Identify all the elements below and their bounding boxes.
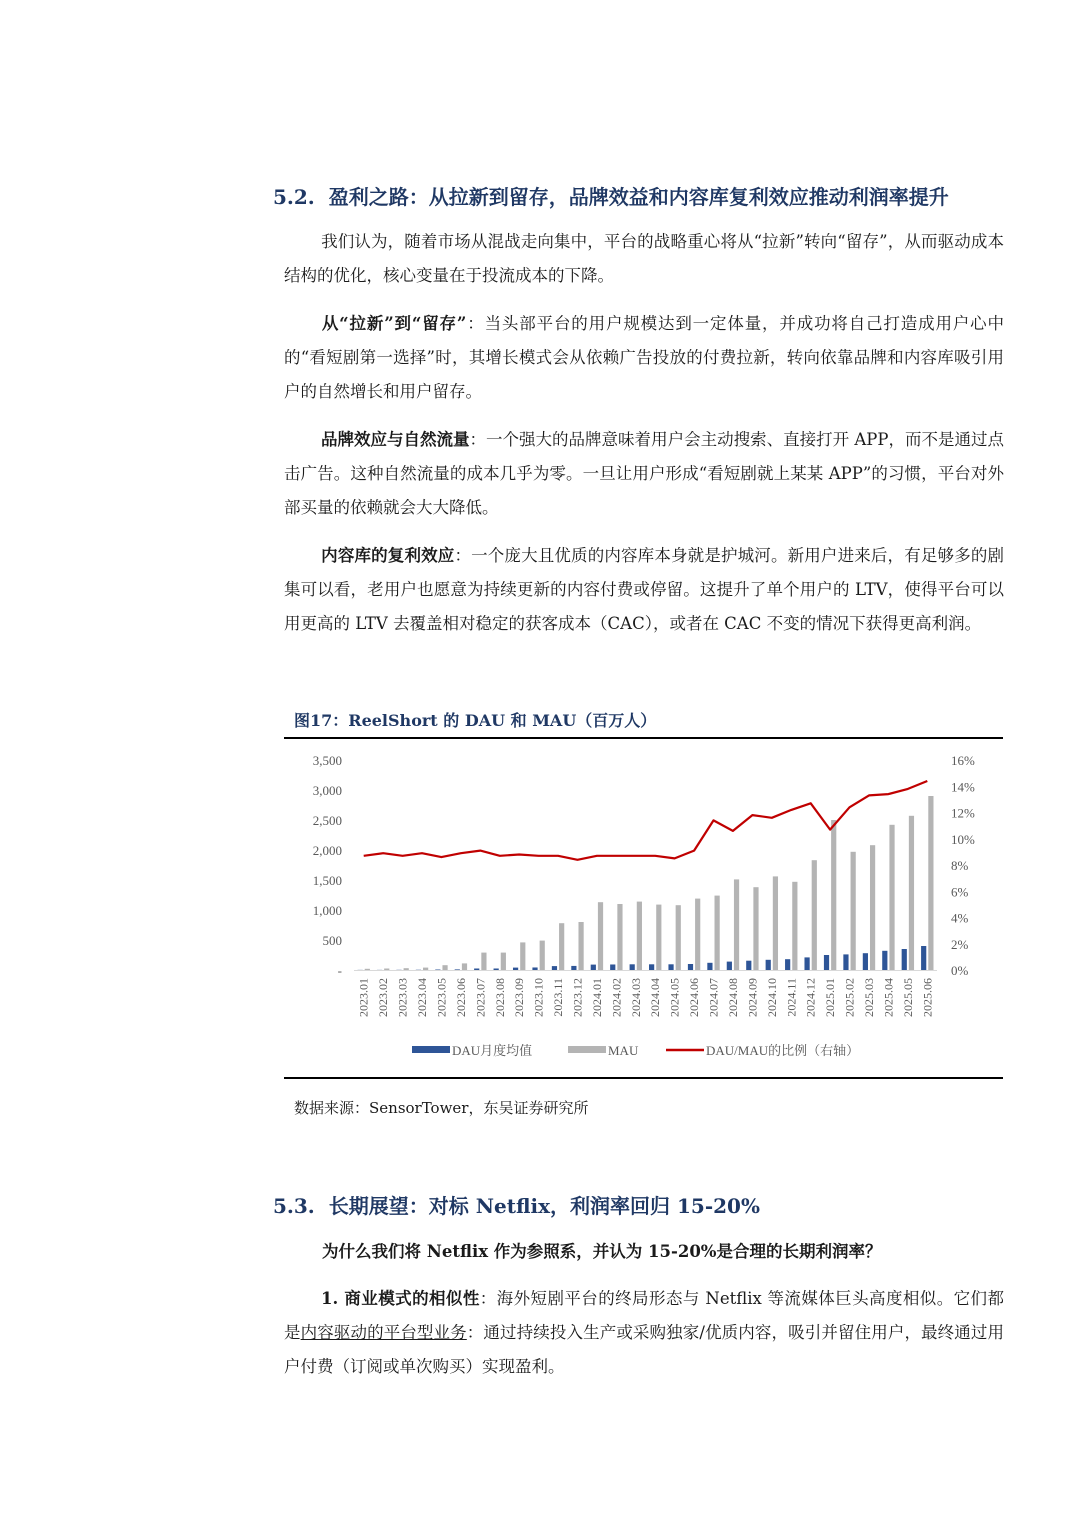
- dau-bar: [843, 954, 848, 970]
- dau-bar: [532, 967, 537, 970]
- mau-bar: [656, 905, 661, 970]
- section-number: 5.2.: [273, 185, 315, 209]
- dau-bar: [610, 964, 615, 970]
- mau-bar: [384, 969, 389, 971]
- mau-bar: [792, 882, 797, 970]
- x-tick-label: 2024.08: [725, 978, 740, 1017]
- section-title: 盈利之路：从拉新到留存，品牌效益和内容库复利效应推动利润率提升: [328, 185, 949, 209]
- intro-paragraph: [284, 225, 1004, 293]
- mau-bar: [812, 860, 817, 970]
- section-title: 长期展望：对标 Netflix，利润率回归 15-20%: [328, 1194, 760, 1218]
- dau-bar: [571, 966, 576, 970]
- y-left-tick-label: 2,500: [312, 813, 342, 828]
- point-heading: 内容库的复利效应: [321, 546, 455, 565]
- x-tick-label: 2023.11: [551, 978, 566, 1017]
- x-tick-label: 2023.06: [453, 978, 468, 1017]
- x-tick-label: 2024.03: [628, 978, 643, 1017]
- mau-bar: [831, 820, 836, 970]
- mau-bar: [617, 904, 622, 970]
- dau-bar: [824, 955, 829, 970]
- point-text: ：一个庞大且优质的内容库本身就是护城河。新用户进来后，有足够多的剧集可以看，老用户也愿意为持续更新的内容付费或停留。这提升了单个用户的 LTV，使得平台可以用更高的 LTV 去覆盖相对稳定的获客成本（CAC），或者在 CAC 不变的情况下获得更高利润。: [284, 546, 1005, 633]
- x-tick-label: 2024.12: [803, 978, 818, 1017]
- point-paragraph-business-model: [284, 1282, 1004, 1384]
- x-tick-label: 2023.01: [356, 978, 371, 1017]
- x-tick-label: 2023.12: [570, 978, 585, 1017]
- y-right-tick-label: 6%: [951, 884, 969, 900]
- point-paragraph-retention: [284, 307, 1004, 409]
- x-tick-label: 2023.10: [531, 978, 546, 1017]
- legend-label-dau: DAU月度均值: [452, 1043, 533, 1058]
- point-paragraph-content-library: [284, 539, 1004, 641]
- mau-bar: [753, 887, 758, 970]
- dau-bar: [727, 962, 732, 970]
- dau-bar: [649, 964, 654, 970]
- dau-bar: [882, 951, 887, 970]
- mau-bar: [734, 879, 739, 970]
- legend-swatch-dau: [412, 1046, 450, 1053]
- x-tick-label: 2023.02: [376, 978, 391, 1017]
- dau-bar: [494, 969, 499, 971]
- intro-text: 我们认为，随着市场从混战走向集中，平台的战略重心将从“拉新”转向“留存”，从而驱动成本结构的优化，核心变量在于投流成本的下降。: [284, 232, 1004, 285]
- point-heading: 1. 商业模式的相似性: [321, 1289, 480, 1308]
- dau-bar: [804, 957, 809, 970]
- x-tick-label: 2023.07: [473, 978, 488, 1017]
- dau-bar: [668, 964, 673, 970]
- dau-bar: [552, 966, 557, 970]
- x-tick-label: 2025.02: [842, 978, 857, 1017]
- x-tick-label: 2024.11: [784, 978, 799, 1017]
- dau-bar: [766, 960, 771, 970]
- dau-bar: [455, 969, 460, 970]
- dau-bar: [921, 946, 926, 970]
- figure-source: 数据来源：SensorTower，东吴证券研究所: [294, 1099, 589, 1117]
- mau-bar: [481, 953, 486, 970]
- y-left-tick-label: 1,000: [312, 903, 342, 918]
- dau-bar: [746, 961, 751, 970]
- mau-bar: [520, 942, 525, 970]
- mau-bar: [598, 902, 603, 970]
- mau-bar: [578, 922, 583, 970]
- x-tick-label: 2024.10: [764, 978, 779, 1017]
- section-heading-5-2: [273, 181, 949, 210]
- y-right-tick-label: 12%: [951, 805, 975, 821]
- y-right-tick-label: 4%: [951, 910, 969, 926]
- figure-bottom-rule: [284, 1077, 1003, 1079]
- x-tick-label: 2023.04: [415, 978, 429, 1017]
- point-heading: 从“拉新”到“留存”: [321, 314, 467, 333]
- figure-top-rule: [284, 737, 1003, 739]
- x-tick-label: 2024.05: [667, 978, 682, 1017]
- mau-bar: [442, 965, 447, 970]
- mau-bar: [462, 963, 467, 970]
- y-right-tick-label: 14%: [951, 779, 975, 795]
- dau-mau-chart: [284, 740, 1003, 1076]
- dau-bar: [863, 953, 868, 970]
- underlined-phrase: 内容驱动的平台型业务: [300, 1323, 467, 1342]
- x-tick-label: 2025.01: [823, 978, 838, 1017]
- point-text: ：通过持续投入生产或采购独家/优质内容，吸引并留住用户，最终通过用户付费（订阅或单次购买）实现盈利。: [284, 1323, 1005, 1376]
- mau-bar: [559, 923, 564, 970]
- figure-title: 图17：ReelShort 的 DAU 和 MAU（百万人）: [294, 711, 657, 730]
- x-tick-label: 2024.04: [648, 978, 663, 1017]
- mau-bar: [676, 905, 681, 970]
- y-left-tick-label: -: [337, 963, 342, 978]
- section-number: 5.3.: [273, 1194, 315, 1218]
- y-right-tick-label: 8%: [951, 858, 969, 873]
- legend-label-mau: MAU: [608, 1043, 639, 1058]
- x-tick-label: 2025.03: [862, 978, 876, 1017]
- mau-bar: [870, 845, 875, 970]
- mau-bar: [404, 968, 409, 970]
- section-heading-5-3: [273, 1190, 760, 1219]
- y-left-tick-label: 3,500: [312, 753, 342, 768]
- mau-bar: [365, 969, 370, 970]
- dau-bar: [902, 949, 907, 970]
- x-tick-label: 2024.07: [706, 978, 721, 1017]
- mau-bar: [851, 852, 856, 970]
- y-right-tick-label: 16%: [951, 753, 975, 768]
- y-left-tick-label: 500: [322, 933, 342, 948]
- dau-bar: [707, 963, 712, 970]
- mau-bar: [715, 896, 720, 970]
- mau-bar: [928, 796, 933, 970]
- dau-bar: [474, 969, 479, 971]
- y-left-tick-label: 3,000: [312, 783, 342, 798]
- dau-bar: [591, 965, 596, 970]
- dau-bar: [785, 959, 790, 970]
- legend-label-ratio: DAU/MAU的比例（右轴）: [706, 1043, 860, 1058]
- x-tick-label: 2023.09: [512, 978, 527, 1017]
- dau-bar: [513, 968, 518, 970]
- point-heading: 品牌效应与自然流量: [321, 430, 470, 449]
- mau-bar: [637, 902, 642, 970]
- mau-bar: [889, 825, 894, 970]
- x-tick-label: 2024.09: [745, 978, 760, 1017]
- y-left-tick-label: 2,000: [312, 843, 342, 858]
- x-tick-label: 2023.05: [434, 978, 449, 1017]
- point-text: ：海外短剧平台的终局形态与 Netflix 等流媒体巨头高度相似。它们都是: [284, 1289, 1004, 1342]
- x-tick-label: 2024.02: [609, 978, 624, 1017]
- question-heading: 为什么我们将 Netflix 作为参照系，并认为 15-20%是合理的长期利润率？: [322, 1242, 882, 1261]
- dau-bar: [630, 964, 635, 970]
- y-right-tick-label: 10%: [951, 831, 975, 847]
- mau-bar: [773, 876, 778, 970]
- mau-bar: [909, 816, 914, 970]
- mau-bar: [423, 968, 428, 970]
- x-tick-label: 2023.08: [492, 978, 507, 1017]
- mau-bar: [540, 941, 545, 970]
- x-tick-label: 2024.01: [589, 978, 604, 1017]
- mau-bar: [695, 899, 700, 970]
- y-right-tick-label: 2%: [951, 936, 969, 952]
- x-tick-label: 2024.06: [687, 978, 702, 1017]
- dau-bar: [688, 964, 693, 970]
- x-tick-label: 2025.04: [881, 978, 896, 1017]
- point-text: ：当头部平台的用户规模达到一定体量，并成功将自己打造成用户心中的“看短剧第一选择”时，其增长模式会从依赖广告投放的付费拉新，转向依靠品牌和内容库吸引用户的自然增长和用户留存。: [284, 314, 1004, 401]
- legend-swatch-mau: [568, 1046, 606, 1053]
- x-tick-label: 2023.03: [395, 978, 410, 1017]
- x-tick-label: 2025.06: [920, 978, 935, 1017]
- y-right-tick-label: 0%: [951, 963, 969, 978]
- point-paragraph-brand: [284, 423, 1004, 525]
- x-tick-label: 2025.05: [900, 978, 915, 1017]
- mau-bar: [501, 953, 506, 970]
- point-text: ：一个强大的品牌意味着用户会主动搜索、直接打开 APP，而不是通过点击广告。这种自然流量的成本几乎为零。一旦让用户形成“看短剧就上某某 APP”的习惯，平台对外部买量的依赖就会大大降低。: [284, 430, 1004, 517]
- y-left-tick-label: 1,500: [312, 873, 342, 888]
- dau-mau-ratio-line: [364, 781, 928, 860]
